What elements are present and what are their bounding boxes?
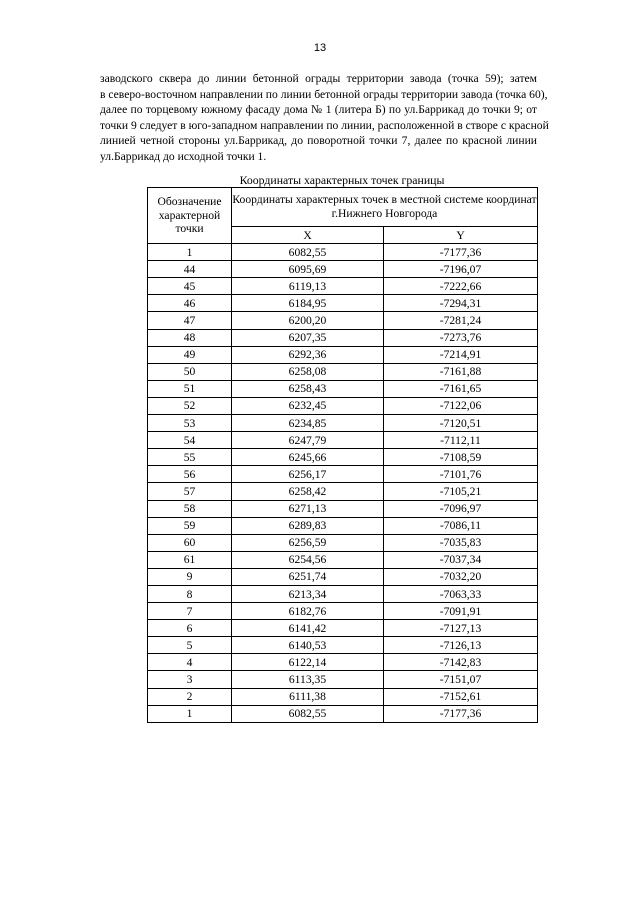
x-cell: 6258,43 xyxy=(232,380,384,397)
table-row xyxy=(148,551,538,568)
y-cell: -7294,31 xyxy=(384,295,538,312)
y-cell: -7281,24 xyxy=(384,312,538,329)
table-row xyxy=(148,585,538,602)
table-row xyxy=(148,568,538,585)
y-cell: -7161,65 xyxy=(384,380,538,397)
point-cell: 2 xyxy=(148,688,232,705)
x-cell: 6095,69 xyxy=(232,261,384,278)
point-cell: 55 xyxy=(148,449,232,466)
y-cell: -7096,97 xyxy=(384,500,538,517)
x-cell: 6111,38 xyxy=(232,688,384,705)
point-cell: 49 xyxy=(148,346,232,363)
point-cell: 50 xyxy=(148,363,232,380)
x-cell: 6119,13 xyxy=(232,278,384,295)
table-row xyxy=(148,534,538,551)
point-cell: 44 xyxy=(148,261,232,278)
header-x: X xyxy=(232,227,384,244)
y-cell: -7222,66 xyxy=(384,278,538,295)
y-cell: -7101,76 xyxy=(384,466,538,483)
y-cell: -7037,34 xyxy=(384,551,538,568)
point-cell: 56 xyxy=(148,466,232,483)
point-cell: 3 xyxy=(148,671,232,688)
x-cell: 6256,59 xyxy=(232,534,384,551)
table-row xyxy=(148,397,538,414)
y-cell: -7063,33 xyxy=(384,585,538,602)
x-cell: 6256,17 xyxy=(232,466,384,483)
point-cell: 57 xyxy=(148,483,232,500)
paragraph-line: в северо-восточном направлении по линии бетонной ограды территории завода (точка 60), xyxy=(100,87,548,101)
point-cell: 58 xyxy=(148,500,232,517)
point-cell: 1 xyxy=(148,705,232,722)
y-cell: -7091,91 xyxy=(384,603,538,620)
point-cell: 59 xyxy=(148,517,232,534)
y-cell: -7086,11 xyxy=(384,517,538,534)
y-cell: -7126,13 xyxy=(384,637,538,654)
x-cell: 6289,83 xyxy=(232,517,384,534)
y-cell: -7152,61 xyxy=(384,688,538,705)
table-row xyxy=(148,278,538,295)
y-cell: -7108,59 xyxy=(384,449,538,466)
point-cell: 47 xyxy=(148,312,232,329)
table-row xyxy=(148,244,538,261)
table-caption: Координаты характерных точек границы xyxy=(239,173,445,187)
header-coordinates: Координаты характерных точек в местной системе координат г.Нижнего Новгорода xyxy=(232,188,538,227)
table-row xyxy=(148,603,538,620)
table-row xyxy=(148,637,538,654)
table-row xyxy=(148,380,538,397)
y-cell: -7142,83 xyxy=(384,654,538,671)
table-body xyxy=(148,244,538,723)
x-cell: 6251,74 xyxy=(232,568,384,585)
x-cell: 6247,79 xyxy=(232,432,384,449)
x-cell: 6184,95 xyxy=(232,295,384,312)
y-cell: -7032,20 xyxy=(384,568,538,585)
table-row xyxy=(148,346,538,363)
y-cell: -7177,36 xyxy=(384,244,538,261)
table-row xyxy=(148,261,538,278)
x-cell: 6140,53 xyxy=(232,637,384,654)
point-cell: 60 xyxy=(148,534,232,551)
table-row xyxy=(148,295,538,312)
x-cell: 6200,20 xyxy=(232,312,384,329)
y-cell: -7177,36 xyxy=(384,705,538,722)
point-cell: 8 xyxy=(148,585,232,602)
y-cell: -7105,21 xyxy=(384,483,538,500)
y-cell: -7214,91 xyxy=(384,346,538,363)
table-row xyxy=(148,654,538,671)
x-cell: 6141,42 xyxy=(232,620,384,637)
table-row xyxy=(148,688,538,705)
table-row xyxy=(148,517,538,534)
x-cell: 6113,35 xyxy=(232,671,384,688)
y-cell: -7112,11 xyxy=(384,432,538,449)
paragraph-line: заводского сквера до линии бетонной ограды территории завода (точка 59); затем xyxy=(100,72,537,85)
point-cell: 61 xyxy=(148,551,232,568)
point-cell: 53 xyxy=(148,415,232,432)
table-row xyxy=(148,500,538,517)
y-cell: -7151,07 xyxy=(384,671,538,688)
coordinates-table xyxy=(147,187,538,723)
page-number: 13 xyxy=(313,42,327,54)
point-cell: 45 xyxy=(148,278,232,295)
table-row xyxy=(148,671,538,688)
table-row xyxy=(148,415,538,432)
point-cell: 7 xyxy=(148,603,232,620)
header-point: Обозначение характерной точки xyxy=(148,188,232,244)
x-cell: 6122,14 xyxy=(232,654,384,671)
point-cell: 9 xyxy=(148,568,232,585)
y-cell: -7273,76 xyxy=(384,329,538,346)
point-cell: 4 xyxy=(148,654,232,671)
table-row xyxy=(148,483,538,500)
x-cell: 6292,36 xyxy=(232,346,384,363)
x-cell: 6207,35 xyxy=(232,329,384,346)
table-row xyxy=(148,705,538,722)
point-cell: 6 xyxy=(148,620,232,637)
y-cell: -7196,07 xyxy=(384,261,538,278)
paragraph-line: ул.Баррикад до исходной точки 1. xyxy=(100,149,267,163)
x-cell: 6258,08 xyxy=(232,363,384,380)
y-cell: -7161,88 xyxy=(384,363,538,380)
x-cell: 6082,55 xyxy=(232,705,384,722)
point-cell: 46 xyxy=(148,295,232,312)
table-row xyxy=(148,329,538,346)
y-cell: -7035,83 xyxy=(384,534,538,551)
y-cell: -7120,51 xyxy=(384,415,538,432)
point-cell: 52 xyxy=(148,397,232,414)
x-cell: 6245,66 xyxy=(232,449,384,466)
point-cell: 1 xyxy=(148,244,232,261)
point-cell: 48 xyxy=(148,329,232,346)
x-cell: 6234,85 xyxy=(232,415,384,432)
x-cell: 6082,55 xyxy=(232,244,384,261)
table-row xyxy=(148,312,538,329)
x-cell: 6213,34 xyxy=(232,585,384,602)
y-cell: -7127,13 xyxy=(384,620,538,637)
x-cell: 6182,76 xyxy=(232,603,384,620)
x-cell: 6232,45 xyxy=(232,397,384,414)
point-cell: 5 xyxy=(148,637,232,654)
x-cell: 6271,13 xyxy=(232,500,384,517)
y-cell: -7122,06 xyxy=(384,397,538,414)
point-cell: 54 xyxy=(148,432,232,449)
table-row xyxy=(148,449,538,466)
header-y: Y xyxy=(384,227,538,244)
paragraph-line: точки 9 следует в юго-западном направлении по линии, расположенной в створе с красной xyxy=(100,118,549,132)
point-cell: 51 xyxy=(148,380,232,397)
paragraph-line: линией четной стороны ул.Баррикад, до поворотной точки 7, далее по красной линии xyxy=(100,134,537,148)
x-cell: 6254,56 xyxy=(232,551,384,568)
table-row xyxy=(148,620,538,637)
table-row xyxy=(148,432,538,449)
body-paragraph xyxy=(100,71,549,165)
table-row xyxy=(148,466,538,483)
x-cell: 6258,42 xyxy=(232,483,384,500)
paragraph-line: далее по торцевому южному фасаду дома № 1 (литера Б) по ул.Баррикад до точки 9; от xyxy=(100,103,537,117)
table-row xyxy=(148,363,538,380)
